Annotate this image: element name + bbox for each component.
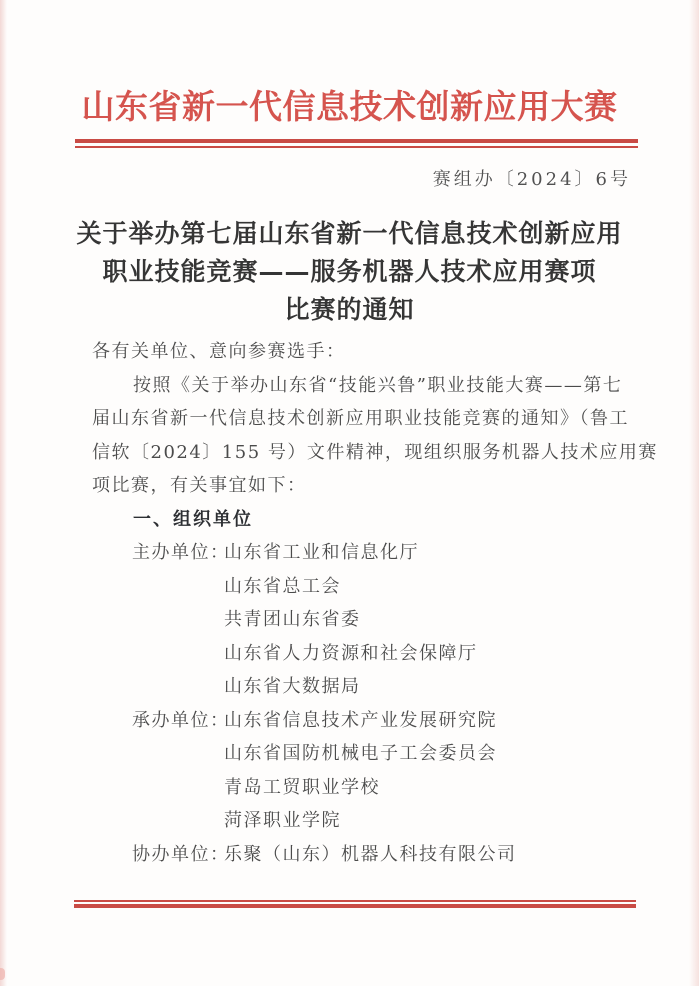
footer-divider	[74, 900, 636, 908]
organizer-row-host	[92, 536, 641, 704]
notice-title-line-2: 职业技能竞赛——服务机器人技术应用赛项	[102, 257, 597, 286]
section-heading-organizing-units: 一、组织单位	[133, 508, 253, 530]
organizer-item: 共青团山东省委	[224, 609, 361, 630]
organizer-row-undertaker	[92, 704, 641, 838]
organizer-label-undertaker: 承办单位：	[132, 709, 230, 731]
paragraph-line-1: 按照《关于举办山东省“技能兴鲁”职业技能大赛——第七	[133, 374, 623, 396]
organizer-item: 菏泽职业学院	[224, 810, 341, 831]
organizer-items-co-organizer	[224, 838, 641, 872]
organizer-items-host	[224, 536, 641, 704]
organizer-item: 山东省人力资源和社会保障厅	[224, 642, 478, 664]
paragraph-line-3: 信软〔2024〕155 号）文件精神，现组织服务机器人技术应用赛	[92, 441, 658, 463]
document-body	[92, 335, 658, 871]
opening-paragraph	[92, 369, 658, 503]
letterhead-title: 山东省新一代信息技术创新应用大赛	[81, 87, 618, 126]
paragraph-line-2: 届山东省新一代信息技术创新应用职业技能竞赛的通知》（鲁工	[92, 408, 629, 429]
notice-title-line-1: 关于举办第七届山东省新一代信息技术创新应用	[76, 219, 623, 248]
organizer-label-co-organizer: 协办单位：	[132, 843, 230, 865]
organizer-item: 山东省工业和信息化厅	[224, 542, 419, 563]
organizer-item: 山东省总工会	[224, 575, 341, 597]
organizer-item: 山东省大数据局	[224, 676, 361, 697]
document-number: 赛组办〔2024〕6号	[432, 169, 631, 190]
organizer-item: 山东省国防机械电子工会委员会	[224, 743, 497, 764]
scan-artifact	[0, 968, 5, 980]
notice-title	[0, 215, 699, 329]
organizer-items-undertaker	[224, 704, 641, 838]
paragraph-line-4: 项比赛，有关事宜如下：	[92, 475, 307, 496]
letterhead-divider	[75, 139, 638, 148]
organizer-item: 山东省信息技术产业发展研究院	[224, 709, 497, 731]
organizer-row-co-organizer	[92, 838, 641, 872]
organizer-item: 青岛工贸职业学校	[224, 776, 380, 798]
organizer-label-host: 主办单位：	[132, 542, 230, 563]
salutation: 各有关单位、意向参赛选手：	[92, 341, 346, 362]
notice-title-line-3: 比赛的通知	[284, 295, 415, 324]
organizer-item: 乐聚（山东）机器人科技有限公司	[224, 843, 517, 865]
